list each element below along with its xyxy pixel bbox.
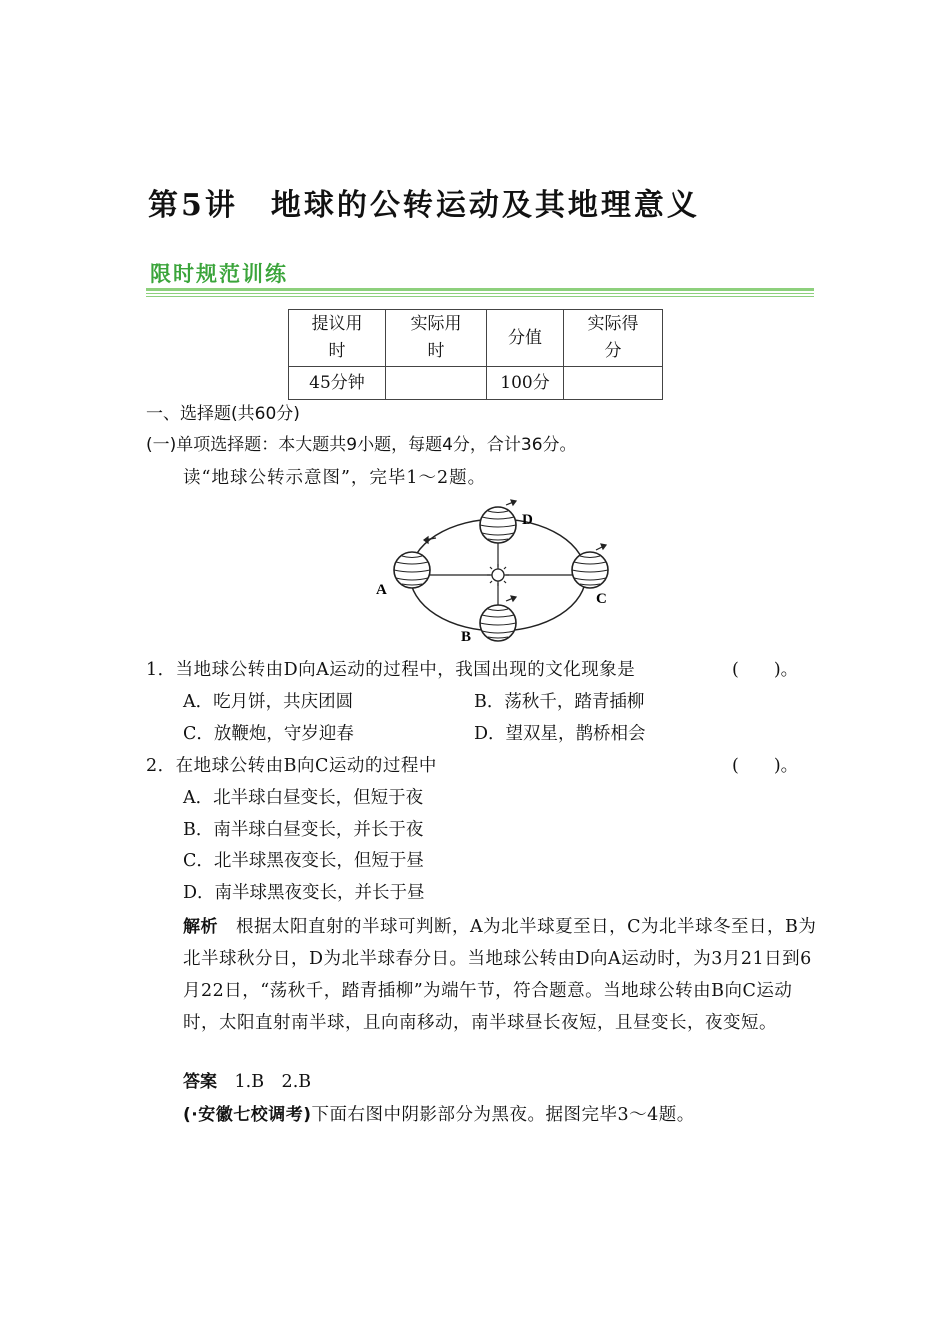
question-2-option-d: D．南半球黑夜变长，并长于昼	[183, 883, 425, 903]
earth-globe-a	[394, 552, 430, 588]
question-1-option-d: D．望双星，鹊桥相会	[474, 724, 646, 744]
question-1-bracket: ( )。	[732, 660, 799, 680]
table-header-cell: 实际用 时	[386, 310, 487, 367]
source-label: (·安徽七校调考)	[183, 1105, 312, 1125]
earth-globe-b	[480, 605, 516, 641]
table-cell	[564, 367, 663, 400]
analysis-text: 根据太阳直射的半球可判断，A为北半球夏至日，C为北半球冬至日，B为北半球秋分日，D为北半球春分日。当地球公转由D向A运动时，为3月21日到6月22日，“荡秋千，踏青插柳”为端午节，符合题意。当地球公转由B向C运动时，太阳直射南半球，且向南移动，南半球昼长夜短，且昼变长，夜变短。	[183, 917, 817, 1033]
label-b: B	[461, 629, 472, 645]
question-1-stem: 1．当地球公转由D向A运动的过程中，我国出现的文化现象是	[146, 660, 636, 680]
question-2-option-b: B．南半球白昼变长，并长于夜	[183, 820, 424, 840]
question-2-option-c: C．北半球黑夜变长，但短于昼	[183, 851, 424, 871]
table-header-cell: 实际得 分	[564, 310, 663, 367]
label-d: D	[522, 512, 533, 528]
banner-rule-thin	[146, 293, 814, 294]
answer-text: 1.B 2.B	[234, 1072, 312, 1092]
section-banner: 限时规范训练	[150, 262, 288, 286]
section-heading: 一、选择题(共60分)	[146, 404, 300, 424]
banner-rule	[146, 288, 814, 291]
table-cell: 100分	[487, 367, 564, 400]
question-2-option-a: A．北半球白昼变长，但短于夜	[183, 788, 424, 808]
earth-globe-c	[572, 552, 608, 588]
banner-rule-thin	[146, 296, 814, 297]
subsection-heading: (一)单项选择题：本大题共9小题，每题4分，合计36分。	[146, 435, 577, 455]
analysis-label: 解析	[183, 917, 218, 937]
analysis-block	[183, 911, 823, 1039]
table-header-row	[289, 310, 663, 367]
table-cell	[386, 367, 487, 400]
question-2-stem: 2．在地球公转由B向C运动的过程中	[146, 756, 437, 776]
question-1-option-c: C．放鞭炮，守岁迎春	[183, 724, 354, 744]
answer-label: 答案	[183, 1072, 217, 1092]
next-intro	[183, 1101, 695, 1129]
label-c: C	[596, 591, 607, 607]
table-row	[289, 367, 663, 400]
page-title: 第5讲 地球的公转运动及其地理意义	[148, 188, 700, 223]
earth-globe-d	[480, 507, 516, 543]
question-1-option-b: B．荡秋千，踏青插柳	[474, 692, 645, 712]
earth-orbit-diagram	[366, 495, 626, 645]
table-header-cell: 提议用 时	[289, 310, 386, 367]
intro-text: 读“地球公转示意图”，完毕1～2题。	[183, 468, 487, 488]
next-intro-text: 下面右图中阴影部分为黑夜。据图完毕3～4题。	[311, 1105, 695, 1125]
answer-line	[183, 1068, 311, 1096]
table-header-cell: 分值	[487, 310, 564, 367]
question-1-option-a: A．吃月饼，共庆团圆	[183, 692, 354, 712]
score-table	[288, 309, 663, 400]
table-cell: 45分钟	[289, 367, 386, 400]
question-2-bracket: ( )。	[732, 756, 799, 776]
label-a: A	[376, 582, 387, 598]
